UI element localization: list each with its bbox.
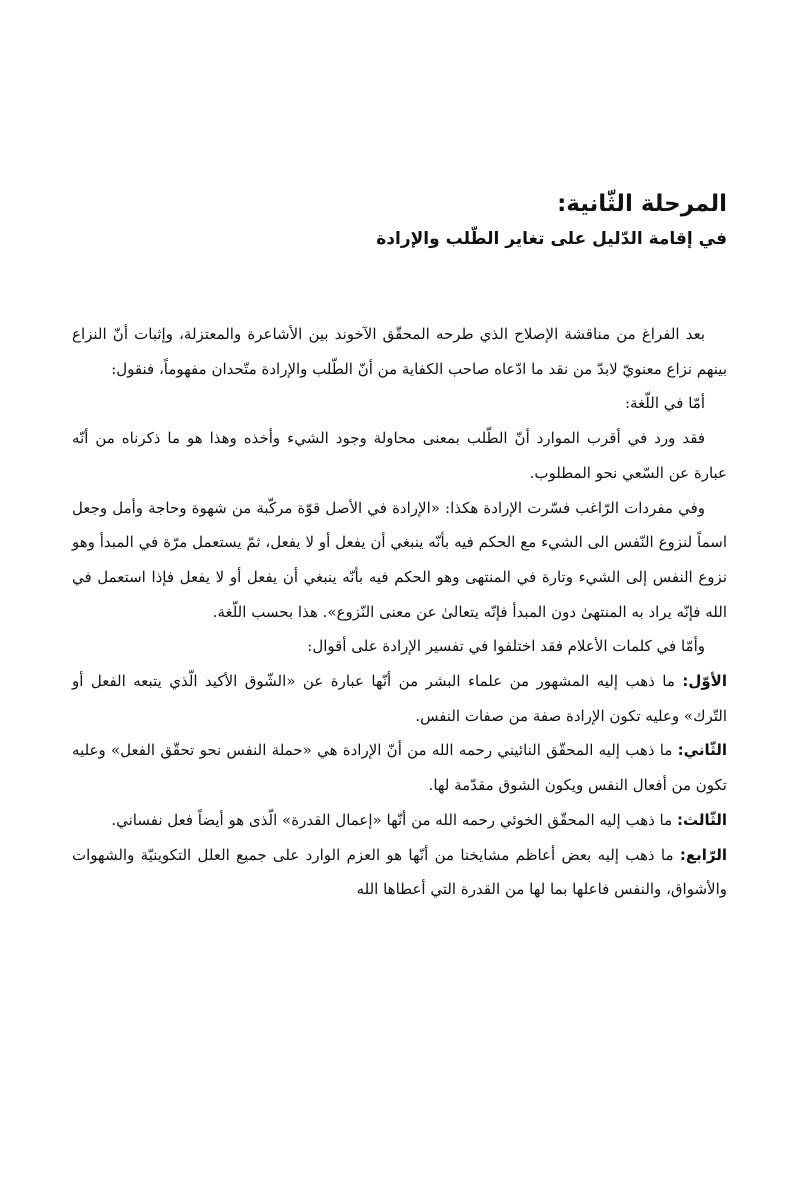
document-page — [72, 0, 727, 1198]
section-heading — [72, 184, 727, 254]
paragraph-lead: الثّالث: — [676, 810, 727, 829]
body-text — [72, 317, 727, 907]
paragraph-text: وأمّا في كلمات الأعلام فقد اختلفوا في تفسير الإرادة على أقوال: — [307, 637, 705, 656]
paragraph-text: ما ذهب إليه المحقّق الخوئي رحمه الله من أنّها «إعمال القدرة» الّذى هو أيضاً فعل نفساني. — [111, 810, 673, 829]
paragraph-text: بعد الفراغ من مناقشة الإصلاح الذي طرحه المحقّق الآخوند بين الأشاعرة والمعتزلة، وإثبات أنّ النزاع بينهم نزاع معنويّ لابدّ من نقد ما ادّعاه صاحب الكفاية من أنّ الطّلب والإرادة متّحدان مفهوماً، فنقول: — [72, 325, 727, 378]
paragraph-text: وفي مفردات الرّاغب فسّرت الإرادة هكذا: «الإرادة في الأصل قوّة مركّبة من شهوة وحاجة وأمل وجعل اسماً لنزوع النّفس الى الشيء مع الحكم فيه بأنّه ينبغي أن يفعل أو لا يفعل، ثمّ يستعمل مرّة في المبدأ وهو نزوع النفس إلى الشيء وتارة في المنتهى وهو الحكم فيه بأنّه ينبغي أن يفعل أو لا يفعل فإذا استعمل في الله فإنّه يراد به المنتهىٰ دون المبدأ فإنّه يتعالىٰ عن معنى النّزوع». هذا بحسب اللّغة. — [72, 498, 727, 621]
paragraph-opinion-second — [72, 733, 727, 802]
paragraph-opinion-first — [72, 664, 727, 733]
paragraph-text: ما ذهب إليه بعض أعاظم مشايخنا من أنّها هو العزم الوارد على جميع العلل التكوينيّة والشهوات والأشواق، والنفس فاعلها بما لها من القدرة التي أعطاها الله — [72, 845, 727, 899]
paragraph-lead: الرّابع: — [679, 845, 727, 864]
section-subtitle: في إقامة الدّليل على تغاير الطّلب والإرادة — [376, 229, 727, 249]
paragraph-scholars-opinions — [72, 629, 727, 664]
paragraph-text: أمّا في اللّغة: — [624, 394, 705, 413]
paragraph-text: فقد ورد في أقرب الموارد أنّ الطّلب بمعنى محاولة وجود الشيء وأخذه وهذا هو ما ذكرناه من أنّه عبارة عن السّعي نحو المطلوب. — [72, 429, 727, 482]
paragraph-lead: الثّاني: — [677, 741, 727, 760]
paragraph-opinion-third — [72, 803, 727, 838]
paragraph-text: ما ذهب إليه المشهور من علماء البشر من أنّها عبارة عن «الشّوق الأكيد الّذي يتبعه الفعل أو التّرك» وعليه تكون الإرادة صفة من صفات النفس. — [72, 672, 727, 725]
paragraph-text: ما ذهب إليه المحقّق النائيني رحمه الله من أنّ الإرادة هي «حملة النفس نحو تحقّق الفعل» وعليه تكون من أفعال النفس ويكون الشوق مقدّمة لها. — [72, 741, 727, 795]
paragraph-mufradat-raghib — [72, 491, 727, 630]
paragraph-lead: الأوّل: — [682, 672, 727, 691]
paragraph-intro — [72, 317, 727, 386]
paragraph-opinion-fourth — [72, 838, 727, 907]
paragraph-language-heading — [72, 386, 727, 421]
paragraph-aqrab-al-mawarid — [72, 421, 727, 490]
section-title: المرحلة الثّانية: — [557, 191, 727, 217]
